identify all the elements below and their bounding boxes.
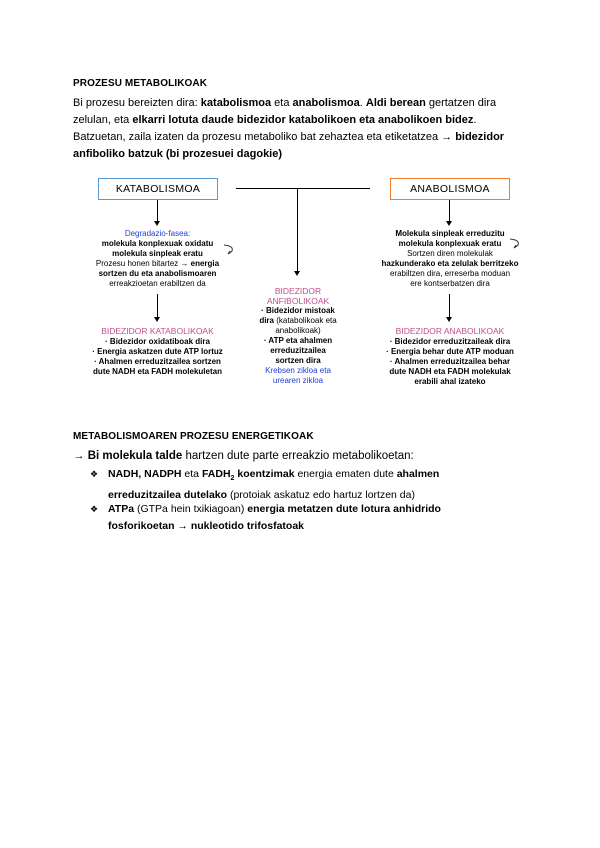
kat-bullet: dute NADH eta FADH molekuletan (93, 367, 222, 376)
bold-text: Aldi berean (365, 97, 426, 109)
anfiboliko-title: BIDEZIDOR (274, 286, 322, 296)
text: eta (181, 468, 202, 480)
kat-line: sortzen du eta anabolismoaren (98, 269, 217, 278)
anabolismoa-box: ANABOLISMOA (390, 178, 510, 200)
connector-vertical-line (297, 188, 298, 272)
bidezidor-anfibolikoak (237, 286, 359, 386)
bold-text: bidezidor (455, 131, 505, 143)
katabolismoa-description (75, 229, 240, 289)
bold-text: anabolismoa (292, 97, 360, 109)
bold-text: katabolismoa (200, 97, 272, 109)
ana-bullet: · Bidezidor erreduzitzaileak dira (389, 337, 511, 346)
kat-bullet: · Ahalmen erreduzitzailea sortzen (94, 357, 221, 366)
ana-line: erabiltzen dira, erreserba moduan (389, 269, 511, 278)
ana-line: molekula konplexuak eratu (398, 239, 502, 248)
anfiboliko-title: ANFIBOLIKOAK (266, 296, 330, 306)
arrow-down-icon (446, 317, 452, 322)
text: (GTPa hein txikiagoan) (134, 503, 248, 515)
kat-arrow-line-2 (157, 294, 158, 318)
kat-line: erreakzioetan erabiltzen da (109, 279, 206, 288)
list-item (90, 501, 530, 535)
bidezidor-anabolikoak (365, 326, 535, 387)
diamond-bullet-icon: ❖ (90, 469, 99, 479)
kat-bullet: · Energia askatzen dute ATP lortuz (92, 347, 223, 356)
ana-line: Sortzen diren molekulak (407, 249, 493, 258)
anf-line: urearen zikloa (272, 376, 324, 385)
bold-text: fosforikoetan → nukleotido trifosfatoak (108, 520, 305, 532)
subscript: 2 (230, 475, 235, 483)
bold-text: ahalmen (396, 468, 440, 480)
bold-text: erreduzitzailea dutelako (108, 489, 228, 502)
text: (protoiak askatuz edo hartuz lortzen da) (227, 489, 415, 502)
anf-line: sortzen dira (275, 356, 321, 365)
section-title-energetikoak: METABOLISMOAREN PROZESU ENERGETIKOAK (73, 431, 314, 442)
ana-bullet: · Ahalmen erreduzitzailea behar (389, 357, 511, 366)
intro-line-1 (73, 95, 533, 112)
text: Batzuetan, zaila izaten da prozesu metaboliko bat zehaztea eta etiketatzea → (73, 131, 456, 143)
section2-intro (73, 448, 414, 465)
bidezidor-title: BIDEZIDOR KATABOLIKOAK (101, 326, 214, 336)
bold-text: ATPa (108, 503, 135, 515)
anf-line: · Bidezidor mistoak (261, 306, 335, 315)
text: Bi prozesu bereizten dira: (73, 97, 201, 109)
intro-line-3 (73, 129, 533, 146)
intro-paragraph (73, 95, 533, 163)
bold-text: dira (259, 316, 274, 325)
kat-line: molekula sinpleak eratu (112, 249, 203, 258)
arrow-down-icon (154, 221, 160, 226)
ana-arrow-line (449, 200, 450, 222)
anf-line: · ATP eta ahalmen (263, 336, 333, 345)
anf-line: anabolikoak) (275, 326, 321, 335)
kat-line: molekula konplexuak oxidatu (101, 239, 214, 248)
arrow-down-icon (154, 317, 160, 322)
ana-line: ere kontserbatzen dira (410, 279, 490, 288)
list-item (90, 466, 530, 504)
ana-line: Molekula sinpleak erreduzitu (395, 229, 505, 238)
anf-line: erreduzitzailea (270, 346, 326, 355)
katabolismoa-box: KATABOLISMOA (98, 178, 218, 200)
ana-bullet: erabili ahal izateko (414, 377, 486, 386)
ana-arrow-line-2 (449, 294, 450, 318)
curved-arrow-icon (222, 242, 236, 256)
kat-bullet: · Bidezidor oxidatiboak dira (105, 337, 210, 346)
arrow-down-icon (294, 271, 300, 276)
bidezidor-title: BIDEZIDOR ANABOLIKOAK (395, 326, 505, 336)
text: energia ematen dute (294, 468, 397, 480)
arrow-down-icon (446, 221, 452, 226)
connector-horizontal-line (236, 188, 370, 189)
text: . (359, 97, 366, 109)
ana-line: hazkunderako eta zelulak berritzeko (381, 259, 519, 268)
text: gertatzen dira (425, 97, 497, 109)
text: eta (271, 97, 293, 109)
bold-text: → Bi molekula talde (73, 450, 183, 462)
section-title-prozesu: PROZESU METABOLIKOAK (73, 78, 208, 89)
kat-arrow-line (157, 200, 158, 222)
text: . (473, 114, 477, 126)
degradazio-fasea: Degradazio-fasea: (124, 229, 191, 238)
diamond-bullet-icon: ❖ (90, 504, 99, 514)
bidezidor-katabolikoak (75, 326, 240, 377)
intro-line-4 (73, 146, 533, 163)
kat-line (75, 259, 240, 269)
bold-text: anfiboliko batzuk (bi prozesuei dagokie) (73, 148, 283, 160)
bold-text: energia (190, 259, 220, 268)
text: Prozesu honen bitartez → (95, 259, 191, 268)
intro-line-2 (73, 112, 533, 129)
text: (katabolikoak eta (273, 316, 337, 325)
anf-line: Krebsen zikloa eta (265, 366, 331, 375)
bold-text: energia metatzen dute lotura anhidrido (247, 503, 441, 515)
bold-text: koentzimak (234, 468, 295, 480)
curved-arrow-icon (508, 236, 522, 250)
anf-line (237, 316, 359, 326)
ana-bullet: dute NADH eta FADH molekulak (389, 367, 511, 376)
text: hartzen dute parte erreakzio metabolikoetan: (182, 450, 414, 462)
bold-text: FADH (201, 468, 231, 480)
text: zelulan, eta (73, 114, 133, 126)
bold-text: elkarri lotuta daude bidezidor katabolikoen eta anabolikoen bidez (132, 114, 474, 126)
ana-bullet: · Energia behar dute ATP moduan (386, 347, 514, 356)
bold-text: NADH, NADPH (108, 468, 182, 480)
